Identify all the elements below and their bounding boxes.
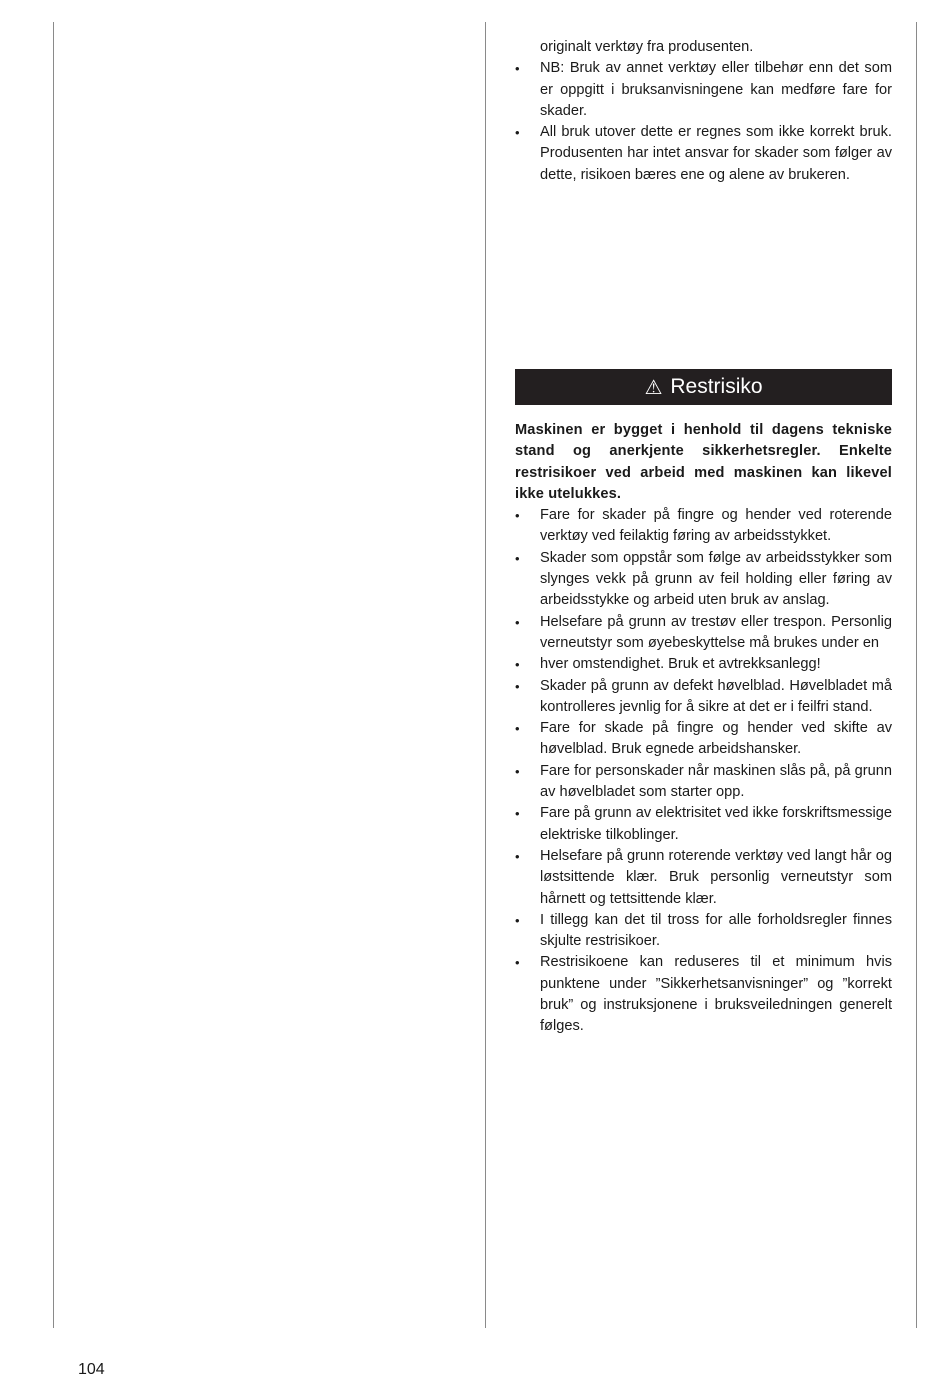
list-item: • I tillegg kan det til tross for alle forholdsregler finnes skjulte restrisikoer. [515,910,892,953]
warning-triangle-icon: ⚠ [644,376,663,399]
list-item: • Skader som oppstår som følge av arbeidsstykker som slynges vekk på grunn av feil holding eller føring av arbeidsstykke og arbeid uten bruk av anslag. [515,548,892,612]
column-divider-middle [485,22,486,1328]
list-item: • hver omstendighet. Bruk et avtrekksanlegg! [515,654,892,675]
residual-risk-heading [515,369,892,405]
list-item: • Restrisikoene kan reduseres til et minimum hvis punktene under ”Sikkerhetsanvisninger” og ”korrekt bruk” og instruksjonene i bruksveiledningen generelt følges. [515,952,892,1037]
page-number: 104 [78,1361,105,1378]
continuation-section [515,37,892,186]
residual-risk-bullet-list [515,505,892,1037]
list-item: • Fare for personskader når maskinen slås på, på grunn av høvelbladet som starter opp. [515,761,892,804]
list-item: • Helsefare på grunn av trestøv eller trespon. Personlig verneutstyr som øyebeskyttelse må brukes under en [515,612,892,655]
list-item: • All bruk utover dette er regnes som ikke korrekt bruk. Produsenten har intet ansvar for skader som følger av dette, risikoen bæres ene og alene av brukeren. [515,122,892,186]
residual-risk-title: Restrisiko [670,375,763,398]
continuation-bullet-list [515,58,892,186]
list-item: • Fare for skader på fingre og hender ved roterende verktøy ved feilaktig føring av arbeidsstykket. [515,505,892,548]
list-item: • Fare for skade på fingre og hender ved skifte av høvelblad. Bruk egnede arbeidshansker. [515,718,892,761]
list-item: • Fare på grunn av elektrisitet ved ikke forskriftsmessige elektriske tilkoblinger. [515,803,892,846]
column-divider-right [916,22,917,1328]
residual-risk-intro: Maskinen er bygget i henhold til dagens tekniske stand og anerkjente sikkerhetsregler. Enkelte restrisikoer ved arbeid med maskinen kan likevel ikke utelukkes. [515,422,892,502]
list-item: • Skader på grunn av defekt høvelblad. Høvelbladet må kontrolleres jevnlig for å sikre at det er i feilfri stand. [515,676,892,719]
list-item: • NB: Bruk av annet verktøy eller tilbehør enn det som er oppgitt i bruksanvisningene kan medføre fare for skader. [515,58,892,122]
continuation-first-line: originalt verktøy fra produsenten. [540,39,754,55]
list-item: • Helsefare på grunn roterende verktøy ved langt hår og løstsittende klær. Bruk personlig verneutstyr som hårnett og tettsittende klær. [515,846,892,910]
column-divider-left [53,22,54,1328]
residual-risk-section [515,420,892,1038]
